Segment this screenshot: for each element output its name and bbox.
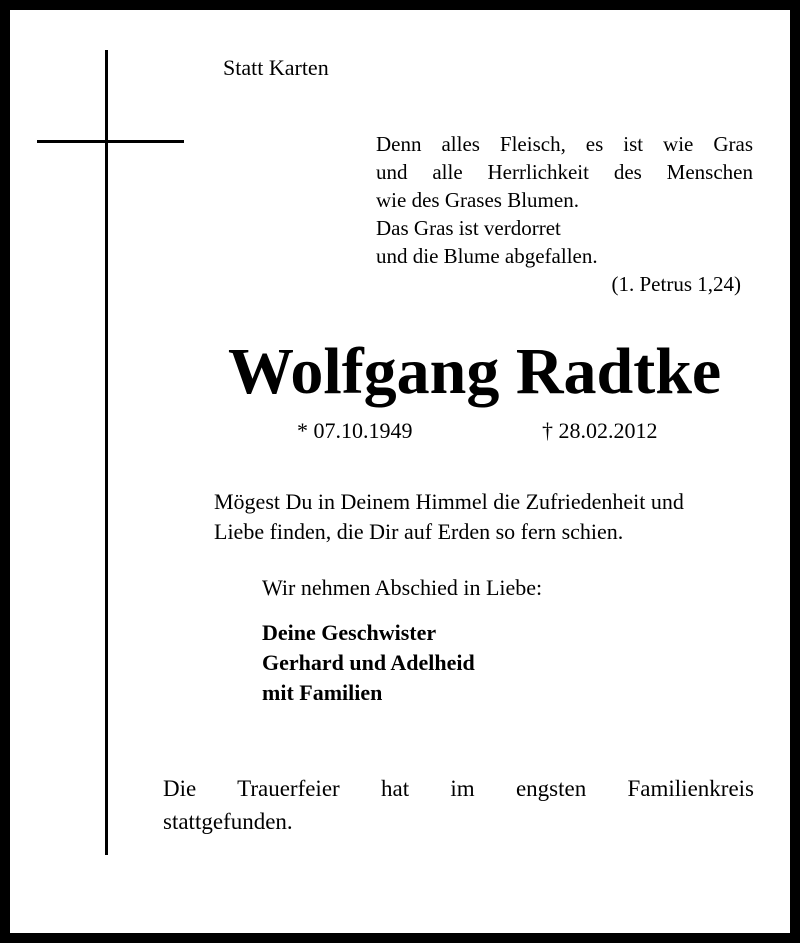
verse-line: und alle Herrlichkeit des Menschen xyxy=(376,160,753,184)
verse-reference: (1. Petrus 1,24) xyxy=(611,272,741,296)
ceremony-note xyxy=(163,772,754,838)
farewell-line: Wir nehmen Abschied in Liebe: xyxy=(262,575,543,600)
deceased-name: Wolfgang Radtke xyxy=(228,335,722,408)
death-date: † 28.02.2012 xyxy=(542,418,658,443)
mourners-line: Deine Geschwister xyxy=(262,620,437,645)
verse-line: wie des Grases Blumen. xyxy=(376,188,579,212)
memorial-message xyxy=(214,487,684,547)
cross-vertical-bar xyxy=(105,50,108,855)
mourners-line: Gerhard und Adelheid xyxy=(262,650,475,675)
message-line: Mögest Du in Deinem Himmel die Zufriedenheit und xyxy=(214,489,684,514)
message-line: Liebe finden, die Dir auf Erden so fern schien. xyxy=(214,519,624,544)
verse-line: Denn alles Fleisch, es ist wie Gras xyxy=(376,132,753,156)
verse-line: Das Gras ist verdorret xyxy=(376,216,561,240)
ceremony-line: Die Trauerfeier hat im engsten Familienkreis xyxy=(163,776,754,801)
birth-date: * 07.10.1949 xyxy=(297,418,413,443)
mourners-signature xyxy=(262,618,475,708)
mourners-line: mit Familien xyxy=(262,680,383,705)
cross-horizontal-bar xyxy=(37,140,184,143)
ceremony-line: stattgefunden. xyxy=(163,809,293,834)
bible-verse xyxy=(376,130,753,298)
verse-line: und die Blume abgefallen. xyxy=(376,244,598,268)
statt-karten-heading: Statt Karten xyxy=(223,55,329,80)
